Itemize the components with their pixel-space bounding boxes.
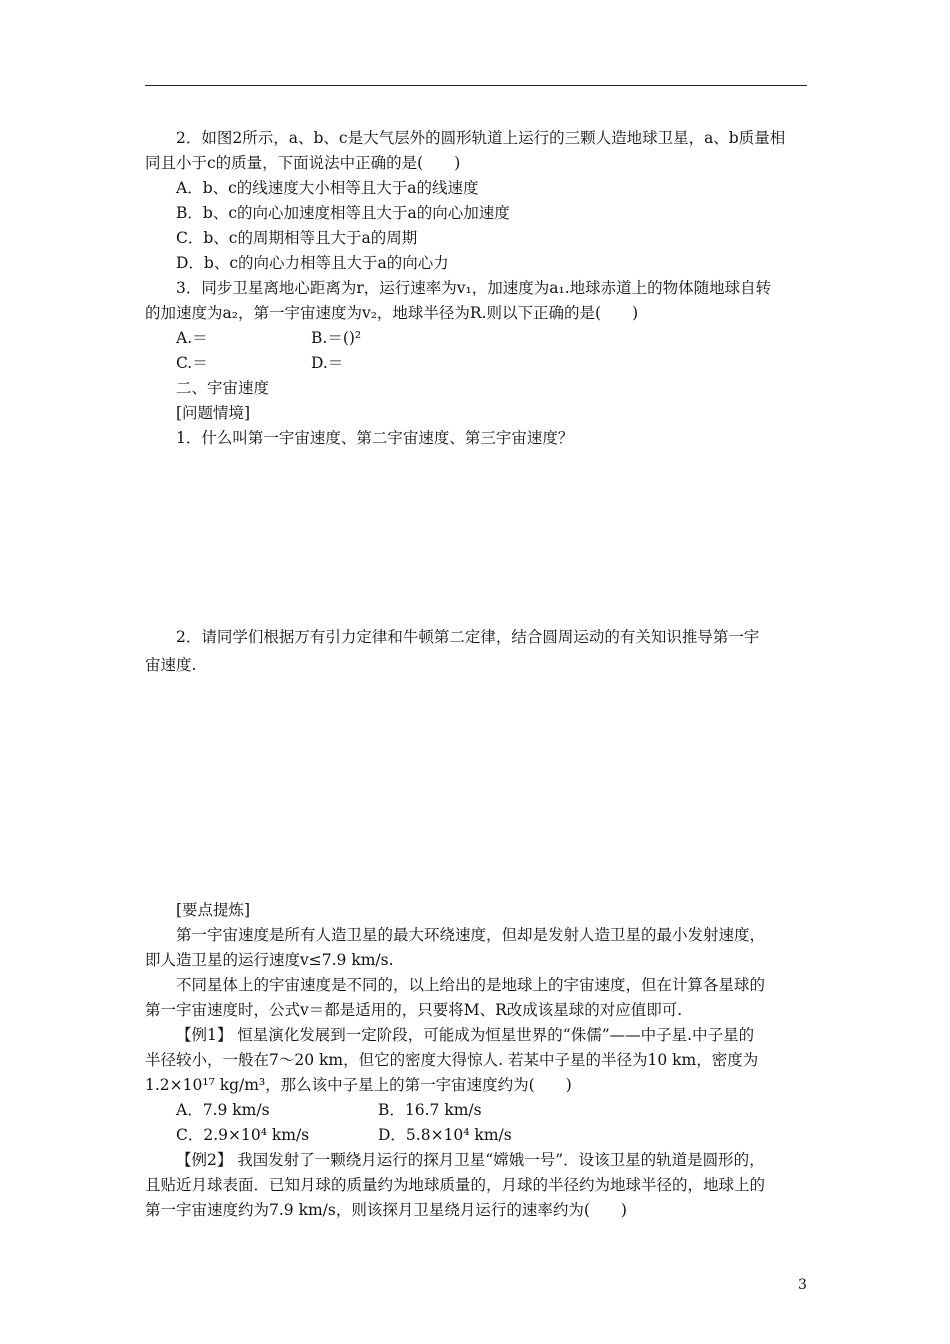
q2-stem-line1: 2．如图2所示，a、b、c是大气层外的圆形轨道上运行的三颗人造地球卫星，a、b质量相 (176, 129, 786, 147)
q2-stem-line2: 同且小于c的质量，下面说法中正确的是( ) (145, 154, 461, 172)
problem-context-label: [问题情境] (176, 404, 251, 422)
q3-stem-line1: 3．同步卫星离地心距离为r，运行速率为v₁，加速度为a₁.地球赤道上的物体随地球自转 (176, 279, 772, 297)
q3-option-c: C.＝ (176, 354, 208, 372)
key-point-1-line1: 第一宇宙速度是所有人造卫星的最大环绕速度，但却是发射人造卫星的最小发射速度， (176, 926, 766, 944)
q2-option-c: C．b、c的周期相等且大于a的周期 (176, 229, 418, 247)
q3-stem-line2: 的加速度为a₂，第一宇宙速度为v₂，地球半径为R.则以下正确的是( ) (145, 304, 639, 322)
example-2-line1: 【例2】 我国发射了一颗绕月运行的探月卫星“嫦娥一号”．设该卫星的轨道是圆形的， (176, 1151, 765, 1169)
example-1-line2: 半径较小，一般在7～20 km，但它的密度大得惊人. 若某中子星的半径为10 km，密度为 (145, 1051, 759, 1069)
key-point-1-line2: 即人造卫星的运行速度v≤7.9 km/s. (145, 951, 394, 969)
q3-option-a: A.＝ (176, 329, 208, 347)
example-2-line3: 第一宇宙速度约为7.9 km/s，则该探月卫星绕月运行的速率约为( ) (145, 1201, 627, 1219)
example-1-line1: 【例1】 恒星演化发展到一定阶段，可能成为恒星世界的“侏儒”——中子星.中子星的 (176, 1026, 755, 1044)
q3-option-d: D.＝ (311, 354, 344, 372)
context-question-1: 1．什么叫第一宇宙速度、第二宇宙速度、第三宇宙速度？ (176, 429, 574, 447)
example-1-option-c: C．2.9×10⁴ km/s (176, 1126, 310, 1144)
example-1-option-d: D．5.8×10⁴ km/s (378, 1126, 512, 1144)
example-1-line3: 1.2×10¹⁷ kg/m³，那么该中子星上的第一宇宙速度约为( ) (145, 1076, 572, 1094)
context-question-2-line1: 2．请同学们根据万有引力定律和牛顿第二定律，结合圆周运动的有关知识推导第一宇 (176, 628, 760, 646)
context-question-2-line2: 宙速度. (145, 656, 197, 674)
example-2-line2: 且贴近月球表面．已知月球的质量约为地球质量的，月球的半径约为地球半径的，地球上的 (145, 1176, 766, 1194)
key-point-2-line1: 不同星体上的宇宙速度是不同的，以上给出的是地球上的宇宙速度，但在计算各星球的 (176, 976, 766, 994)
q2-option-b: B．b、c的向心加速度相等且大于a的向心加速度 (176, 204, 510, 222)
header-rule (145, 85, 807, 86)
q2-option-a: A．b、c的线速度大小相等且大于a的线速度 (176, 179, 479, 197)
q3-option-b: B.＝()² (311, 329, 362, 347)
example-1-option-a: A．7.9 km/s (176, 1101, 270, 1119)
key-points-label: [要点提炼] (176, 901, 251, 919)
section-title: 二、宇宙速度 (176, 379, 270, 397)
key-point-2-line2: 第一宇宙速度时，公式v＝都是适用的，只要将M、R改成该星球的对应值即可. (145, 1001, 683, 1019)
example-1-option-b: B．16.7 km/s (378, 1101, 482, 1119)
page-number: 3 (798, 1277, 807, 1293)
q2-option-d: D．b、c的向心力相等且大于a的向心力 (176, 254, 449, 272)
